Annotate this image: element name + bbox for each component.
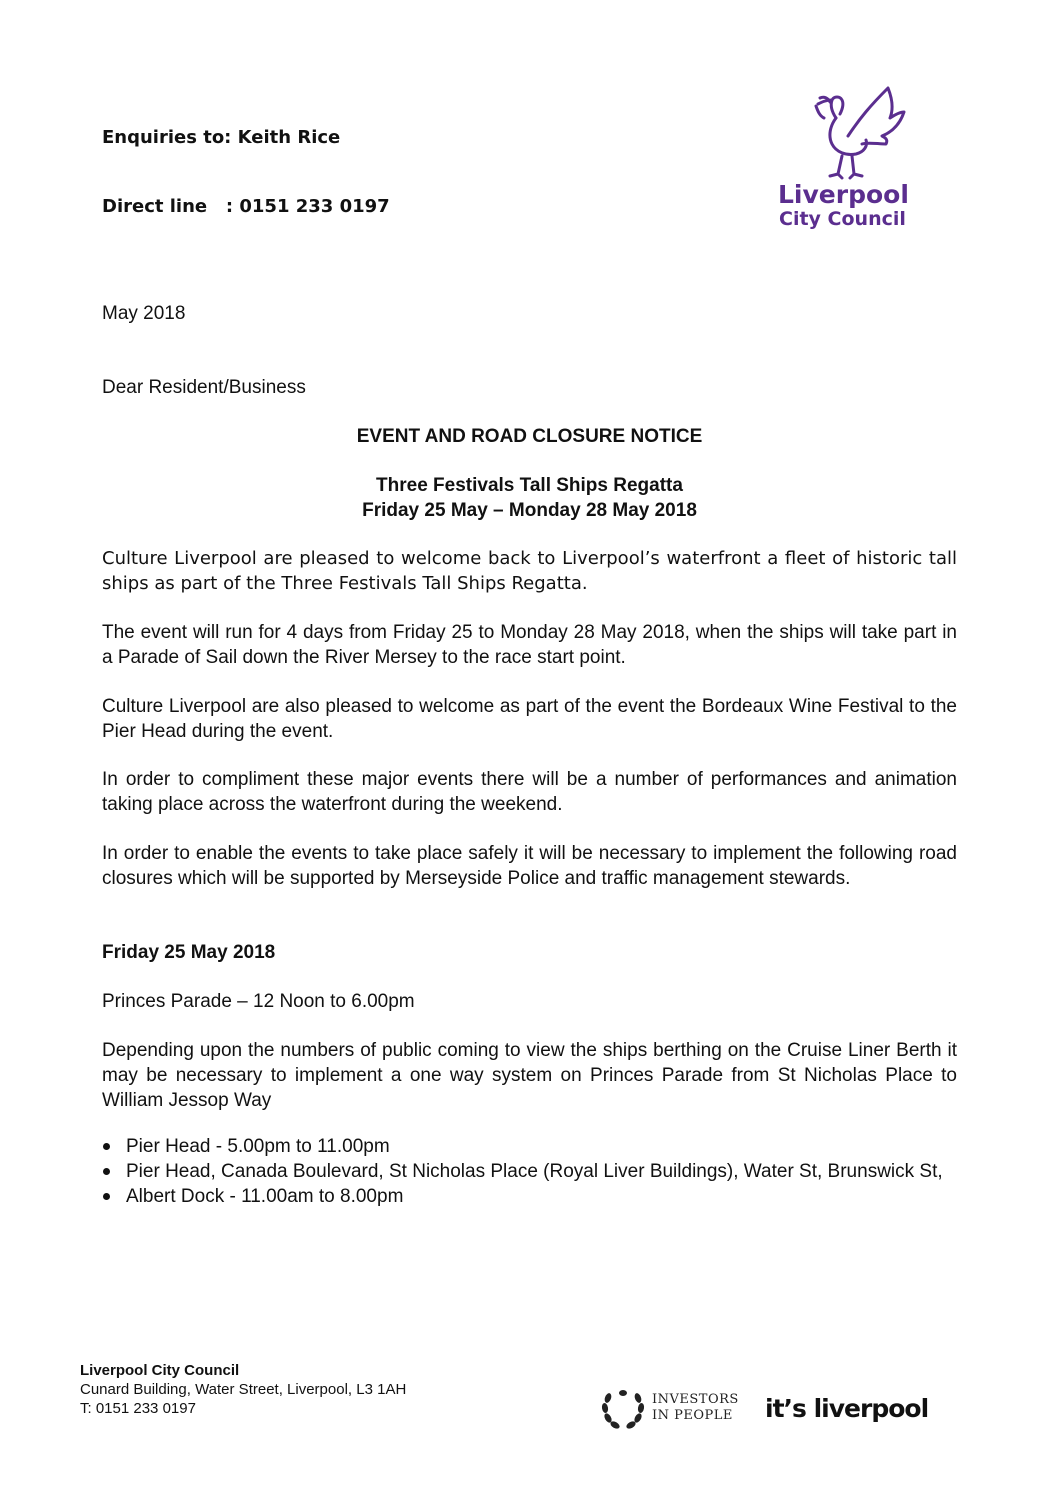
bullet-icon — [103, 1193, 110, 1200]
contact-block — [102, 80, 390, 264]
closure-line: Princes Parade – 12 Noon to 6.00pm — [102, 991, 415, 1012]
list-item — [102, 1184, 957, 1209]
direct-line: Direct line : 0151 233 0197 — [102, 196, 390, 217]
list-item — [102, 1159, 957, 1184]
iip-line-2: IN PEOPLE — [652, 1408, 733, 1423]
footer-address — [80, 1361, 406, 1418]
day-heading: Friday 25 May 2018 — [102, 942, 276, 963]
iip-line-1: INVESTORS — [652, 1392, 739, 1407]
bullet-icon — [103, 1168, 110, 1175]
footer-address-line: Cunard Building, Water Street, Liverpool, L3 1AH — [80, 1381, 407, 1398]
footer-org: Liverpool City Council — [80, 1362, 240, 1379]
paragraph: Culture Liverpool are also pleased to welcome as part of the event the Bordeaux Wine Festival to the Pier Head during the event. — [102, 696, 957, 742]
notice-title: EVENT AND ROAD CLOSURE NOTICE — [356, 426, 703, 447]
iip-text — [652, 1392, 739, 1424]
bullet-icon — [103, 1143, 110, 1150]
salutation: Dear Resident/Business — [102, 377, 306, 398]
laurel-wreath-icon — [600, 1388, 646, 1434]
paragraph: In order to compliment these major events there will be a number of performances and animation taking place across the waterfront during the weekend. — [102, 769, 957, 815]
closure-list — [102, 1134, 957, 1209]
paragraph: In order to enable the events to take place safely it will be necessary to implement the following road closures which will be supported by Merseyside Police and traffic management stewards. — [102, 843, 957, 889]
list-item-text: Albert Dock - 11.00am to 8.00pm — [126, 1186, 404, 1207]
list-item — [102, 1134, 957, 1159]
logo-line-city-council: City Council — [779, 208, 906, 230]
event-dates: Friday 25 May – Monday 28 May 2018 — [362, 500, 697, 521]
enquiries-line: Enquiries to: Keith Rice — [102, 127, 341, 148]
logo-line-liverpool: Liverpool — [778, 180, 909, 209]
paragraph: The event will run for 4 days from Friday 25 to Monday 28 May 2018, when the ships will take part in a Parade of Sail down the River Mersey to the race start point. — [102, 622, 957, 668]
closure-paragraph: Depending upon the numbers of public coming to view the ships berthing on the Cruise Liner Berth it may be necessary to implement a one way system on Princes Parade from St Nicholas Place to William Jessop Way — [102, 1040, 957, 1111]
list-item-text: Pier Head - 5.00pm to 11.00pm — [126, 1136, 390, 1157]
investors-in-people-logo — [600, 1388, 740, 1434]
letter-date: May 2018 — [102, 303, 186, 324]
council-logo-text — [778, 182, 909, 230]
event-name: Three Festivals Tall Ships Regatta — [376, 475, 683, 496]
list-item-text: Pier Head, Canada Boulevard, St Nicholas Place (Royal Liver Buildings), Water St, Brunswick St, — [126, 1161, 943, 1182]
footer-phone: T: 0151 233 0197 — [80, 1400, 196, 1417]
paragraph: Culture Liverpool are pleased to welcome back to Liverpool’s waterfront a fleet of historic tall ships as part of the Three Festivals Tall Ships Regatta. — [102, 548, 957, 594]
its-liverpool-logo: it’s liverpool — [765, 1394, 929, 1423]
